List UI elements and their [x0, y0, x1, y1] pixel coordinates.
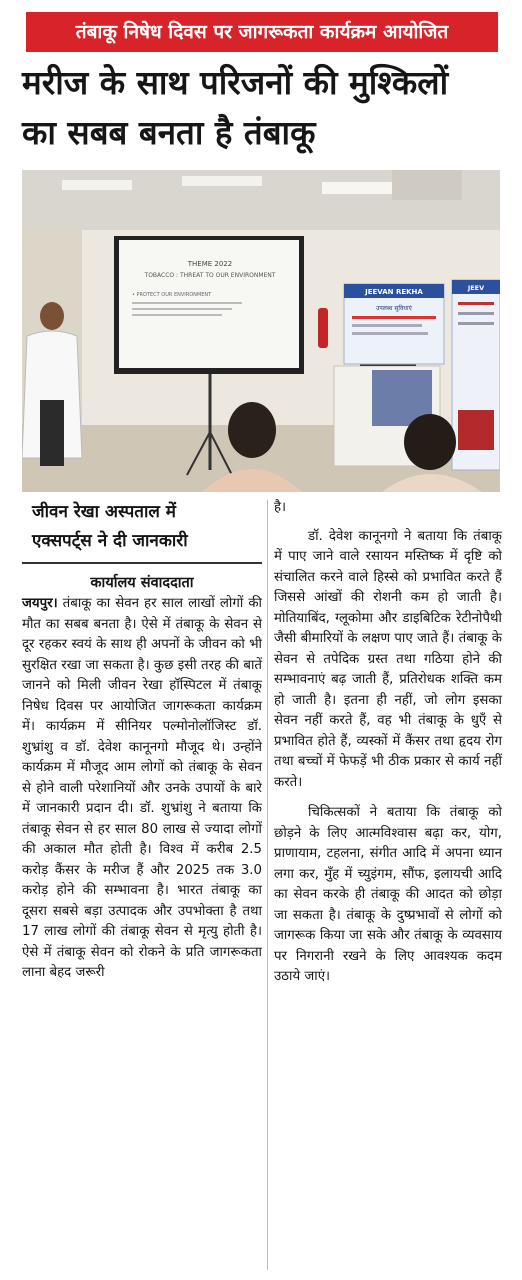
- standee-line: [458, 322, 494, 325]
- ceiling-light: [62, 180, 132, 190]
- banner-logo-text: JEEVAN REKHA: [365, 288, 423, 296]
- standee-panel: [458, 410, 494, 450]
- banner-heading: उपलब्ध सुविधाएं: [376, 305, 412, 312]
- slide-line: [132, 302, 242, 304]
- article-left-column: [22, 498, 262, 984]
- fire-extinguisher: [318, 308, 328, 348]
- paragraph-1-continued: है।: [274, 500, 287, 515]
- audience-head: [404, 414, 456, 470]
- speaker-trousers: [40, 400, 64, 466]
- standee-line: [458, 312, 494, 315]
- speaker-head: [40, 302, 64, 330]
- banner-line: [352, 316, 436, 319]
- slide-title: TOBACCO : THREAT TO OUR ENVIRONMENT: [144, 272, 276, 279]
- dateline: जयपुर।: [22, 596, 58, 611]
- paragraph-2: डॉ. देवेश कानूनगो ने बताया कि तंबाकू में पाए जाने वाले रसायन मस्तिष्क में दृष्टि को संचालित करने वाले हिस्से को प्रभावित करते हैं जिससे आंखों की रोशनी कम हो जाती है। मोतियाबिंद, ग्लूकोमा और डाइबिटिक रेटीनोपैथी जैसी बीमारियों के लक्षण पाए जाते हैं। तंबाकू के सेवन से तपेदिक ग्रस्त तथा गठिया होने की सम्भावनाएं बढ़ जाती हैं, प्रतिरोधक शक्ति कम हो जाती है। इतना ही नहीं, जो लोग इसका सेवन नहीं करते हैं, वह भी तंबाकू के धुएँ से प्रभावित होते हैं, व्यस्कों में कैंसर तथा हृदय रोग तथा बच्चों में फेफड़ें भी ठीक प्रकार से कार्य नहीं करते।: [274, 528, 502, 790]
- banner-line: [352, 332, 428, 335]
- ac-vent: [392, 170, 462, 200]
- paragraph-3: चिकित्सकों ने बताया कि तंबाकू को छोड़ने के लिए आत्मविश्वास बढ़ा कर, योग, प्राणायाम, टहलना, संगीत आदि में अपना ध्यान लगा कर, मुँह में च्युइंगम, सौंफ, इलायची आदि का सेवन करके ही तंबाकू की आदत को छोड़ा जा सकता है। तंबाकू के दुष्प्रभावों से लोगों को जागरूक किया जा सके और तंबाकू के व्यवसाय पर निगरानी रखने के लिए आवश्यक कदम उठाये जाएं।: [274, 805, 502, 984]
- headline-line-2: का सबब बनता है तंबाकू: [22, 113, 316, 152]
- subhead-divider: [22, 562, 262, 564]
- column-divider: [267, 500, 268, 1270]
- banner-line: [352, 324, 422, 327]
- slide-theme: THEME 2022: [187, 260, 233, 268]
- paragraph-1: [22, 594, 262, 984]
- ceiling-light: [182, 176, 262, 186]
- standee-line: [458, 302, 494, 305]
- event-photo-illustration: [22, 170, 500, 492]
- subheadline-line-2: एक्सपर्ट्स ने दी जानकारी: [32, 531, 188, 551]
- slide-line: [132, 308, 232, 310]
- kicker-banner: तंबाकू निषेध दिवस पर जागरूकता कार्यक्रम आयोजित: [26, 12, 498, 52]
- audience-head: [228, 402, 276, 458]
- byline: कार्यालय संवाददाता: [90, 575, 194, 591]
- subheadline-line-1: जीवन रेखा अस्पताल में: [32, 502, 176, 522]
- article-right-column: [274, 498, 502, 988]
- article-body-right: [274, 498, 502, 988]
- event-photo: [22, 170, 500, 492]
- standee-logo-text: JEEV: [467, 284, 485, 292]
- headline: [22, 58, 502, 158]
- paragraph-1-text: तंबाकू का सेवन हर साल लाखों लोगों की मौत का सबब बनता है। ऐसे में तंबाकू के सेवन से दूर रहकर स्वयं के साथ ही अपनों के जीवन को भी सुरक्षित रखा जा सकता है। कुछ इसी तरह की बातें जानने को मिली जीवन रेखा हॉस्पिटल में तंबाकू निषेध दिवस पर आयोजित जागरूकता कार्यक्रम में। कार्यक्रम में सीनियर पल्मोनोलॉजिस्ट डॉ. शुभ्रांशु व डॉ. देवेश कानूनगो मौजूद थे। उन्होंने कार्यक्रम में मौजूद आम लोगों को तंबाकू के सेवन से होने वाली परेशानियों और उनके उपायों के बारे में जानकारी प्रदान दी। डॉ. शुभ्रांशु ने बताया कि तंबाकू सेवन से हर साल 80 लाख से ज्यादा लोगों की अकाल मौत होती है। विश्व में करीब 2.5 करोड़ कैंसर के मरीज हैं और 2025 तक 3.0 करोड़ होने की सम्भावना है। भारत तंबाकू का दूसरा सबसे बड़ा उत्पादक और उपभोक्ता है तथा 17 लाख लोगों की तंबाकू सेवन से मृत्यु होती है। ऐसे में तंबाकू सेवन को रोकने के प्रति जागरूकता लाना बेहद जरूरी: [22, 596, 262, 980]
- article-body-left: [22, 594, 262, 984]
- subheadline: [22, 498, 262, 556]
- headline-line-1: मरीज के साथ परिजनों की मुश्किलों: [22, 63, 449, 102]
- slide-line: [132, 314, 222, 316]
- slide-bullet: • PROTECT OUR ENVIRONMENT: [132, 292, 212, 298]
